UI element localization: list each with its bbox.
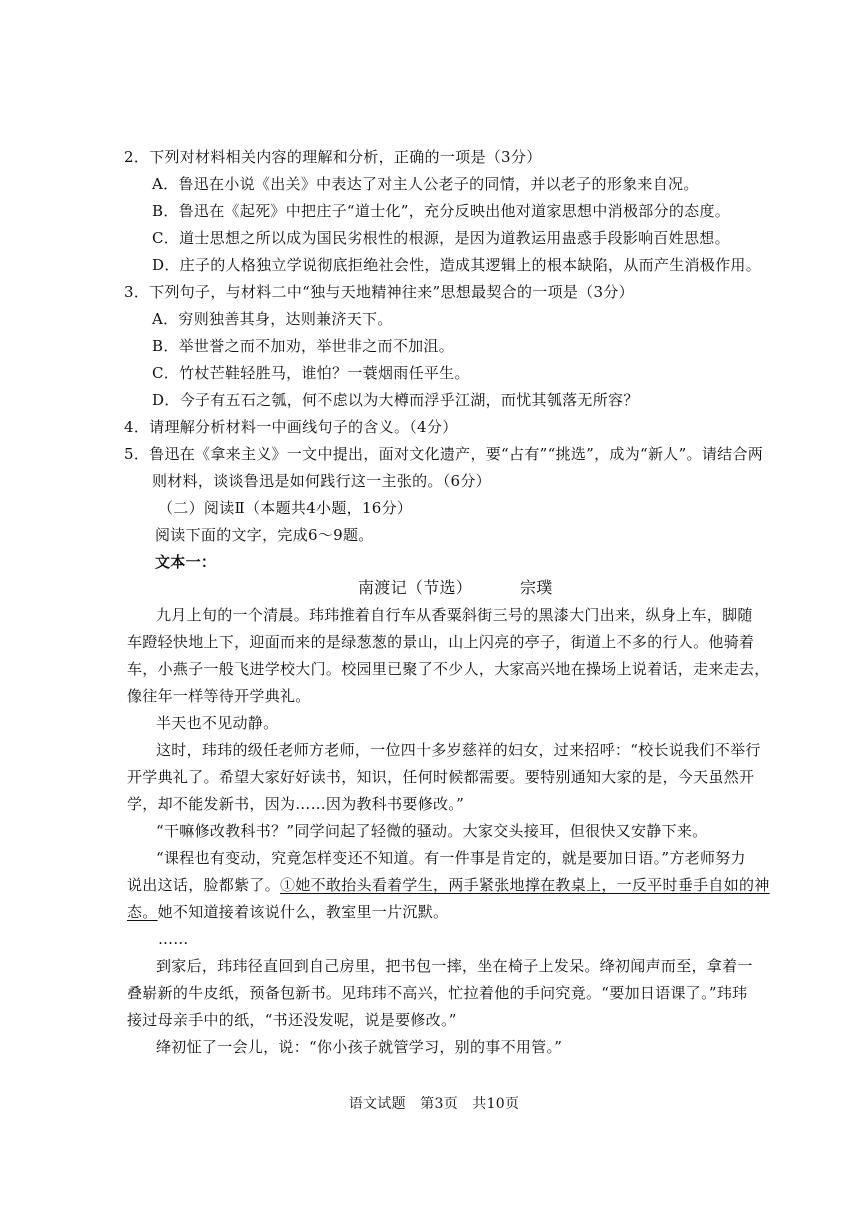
- question-2-option-b: B．鲁迅在《起死》中把庄子“道士化”，充分反映出他对道家思想中消极部分的态度。: [152, 202, 731, 220]
- passage-line: 绛初怔了一会儿，说：“你小孩子就管学习，别的事不用管。”: [156, 1038, 563, 1056]
- passage-line: 开学典礼了。希望大家好好读书，知识，任何时候都需要。要特别通知大家的是，今天虽然开: [127, 768, 755, 786]
- question-5-stem-line2: 则材料，谈谈鲁迅是如何践行这一主张的。（6分）: [152, 472, 491, 490]
- question-3-stem: 3．下列句子，与材料二中“独与天地精神往来”思想最契合的一项是（3分）: [124, 283, 634, 301]
- question-2-option-d: D．庄子的人格独立学说彻底拒绝社会性，造成其逻辑上的根本缺陷，从而产生消极作用。: [152, 256, 762, 274]
- passage-line: 这时，玮玮的级任老师方老师，一位四十多岁慈祥的妇女，过来招呼：“校长说我们不举行: [156, 741, 761, 759]
- question-2-option-a: A．鲁迅在小说《出关》中表达了对主人公老子的同情，并以老子的形象来自况。: [152, 175, 699, 193]
- question-2-option-c: C．道士思想之所以成为国民劣根性的根源，是因为道教运用蛊惑手段影响百姓思想。: [152, 229, 730, 247]
- passage-line: 九月上旬的一个清晨。玮玮推着自行车从香粟斜街三号的黑漆大门出来，纵身上车，脚随: [156, 606, 753, 624]
- text-one-label: 文本一：: [155, 553, 217, 571]
- question-3-option-b: B．举世誉之而不加劝，举世非之而不加沮。: [152, 337, 455, 355]
- passage-line: “课程也有变动，究竟怎样变还不知道。有一件事是肯定的，就是要加日语。”方老师努力: [156, 849, 746, 867]
- ellipsis: ……: [158, 930, 189, 948]
- passage-line: 车，小燕子一般飞进学校大门。校园里已聚了不少人，大家高兴地在操场上说着话，走来走去，: [127, 660, 770, 678]
- question-3-option-a: A．穷则独善其身，达则兼济天下。: [152, 310, 393, 328]
- underlined-sentence-end: 态。: [127, 903, 158, 921]
- passage-line: 车蹬轻快地上下，迎面而来的是绿葱葱的景山，山上闪亮的亭子，街道上不多的行人。他骑着: [127, 633, 755, 651]
- passage-line-mixed: [127, 902, 448, 922]
- passage-line: 学，却不能发新书，因为……因为教科书要修改。”: [127, 795, 465, 813]
- question-3-option-d: D．今子有五石之瓠，何不虑以为大樽而浮乎江湖，而忧其瓠落无所容？: [152, 391, 639, 409]
- passage-line: 叠崭新的牛皮纸，预备包新书。见玮玮不高兴，忙拉着他的手问究竟。“要加日语课了。”玮玮: [127, 984, 748, 1002]
- question-2-stem: 2．下列对材料相关内容的理解和分析，正确的一项是（3分）: [124, 148, 542, 166]
- passage-line: 像往年一样等待开学典礼。: [127, 687, 311, 705]
- section-2-heading: （二）阅读Ⅱ（本题共4小题，16分）: [158, 499, 413, 517]
- passage-line: “干嘛修改教科书？”同学问起了轻微的骚动。大家交头接耳，但很快又安静下来。: [156, 822, 708, 840]
- question-4-stem: 4．请理解分析材料一中画线句子的含义。（4分）: [124, 418, 458, 436]
- passage-line: 半天也不见动静。: [156, 714, 279, 732]
- passage-line-plain: 她不知道接着该说什么，教室里一片沉默。: [157, 903, 449, 921]
- question-3-option-c: C．竹杖芒鞋轻胜马，谁怕？一蓑烟雨任平生。: [152, 364, 470, 382]
- passage-line-plain: 说出这话，脸都紫了。: [127, 876, 281, 894]
- passage-title: 南渡记（节选）: [358, 578, 473, 597]
- passage-line-mixed: [127, 875, 770, 895]
- page-footer: 语文试题 第3页 共10页: [348, 1096, 520, 1112]
- passage-line: 到家后，玮玮径直回到自己房里，把书包一摔，坐在椅子上发呆。绛初闻声而至，拿着一: [156, 957, 753, 975]
- section-2-instruction: 阅读下面的文字，完成6～9题。: [155, 526, 374, 544]
- passage-author: 宗璞: [520, 578, 553, 597]
- underlined-sentence: ①她不敢抬头看着学生，两手紧张地撑在教桌上，一反平时垂手自如的神: [280, 876, 770, 894]
- passage-line: 接过母亲手中的纸，“书还没发呢，说是要修改。”: [127, 1011, 457, 1029]
- question-5-stem-line1: 5．鲁迅在《拿来主义》一文中提出，面对文化遗产，要“占有”“挑选”，成为“新人”。请结合两: [124, 445, 764, 463]
